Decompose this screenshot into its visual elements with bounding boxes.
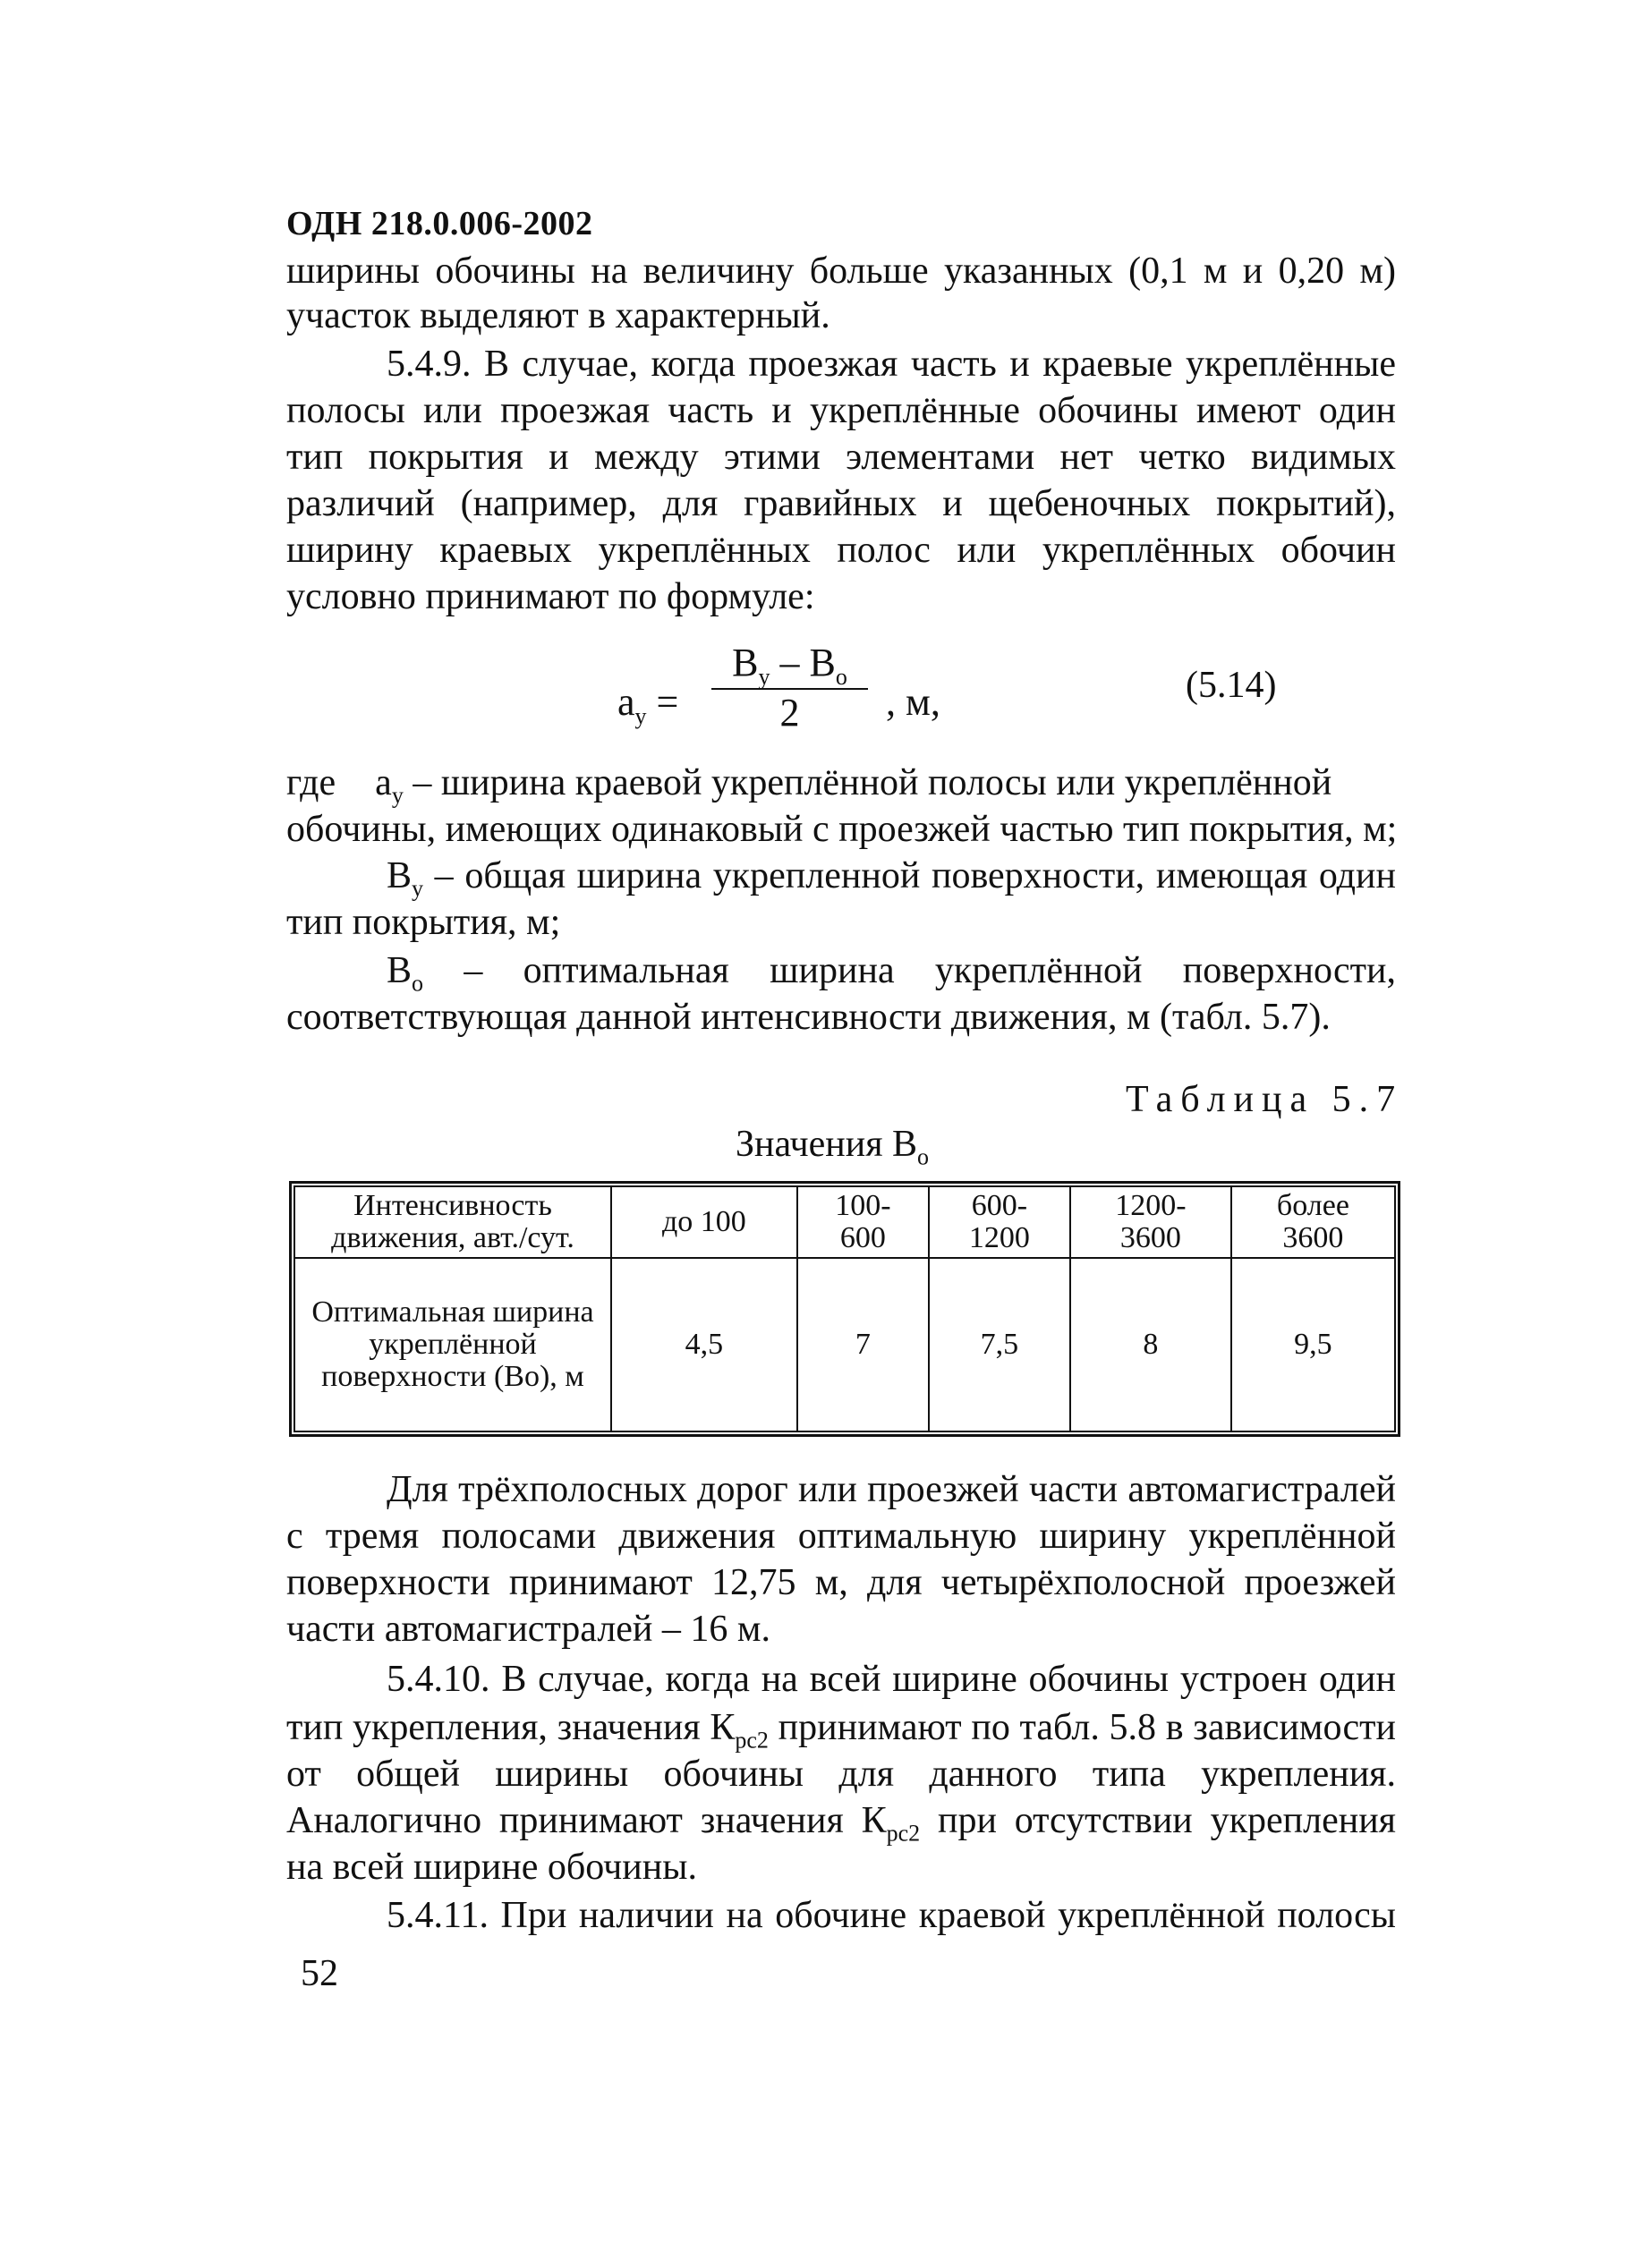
para-after-table-line-2: с тремя полосами движения оптимальную ширину укреплённой bbox=[286, 1516, 1396, 1557]
intro-line-1: ширины обочины на величину больше указанных (0,1 м и 0,20 м) bbox=[286, 251, 1396, 292]
para-549-line-2: полосы или проезжая часть и укреплённые обочины имеют один bbox=[286, 390, 1396, 431]
document-code-header: ОДН 218.0.006-2002 bbox=[286, 205, 593, 242]
formula-numerator: $В_у - В_о$ bbox=[732, 641, 847, 690]
table-header-cell: 100- 600 bbox=[797, 1186, 929, 1258]
para-549-line-6: условно принимают по формуле: bbox=[286, 576, 815, 617]
table-header-row bbox=[294, 1186, 1395, 1258]
para-549-line-3: тип покрытия и между этими элементами нет четко видимых bbox=[286, 437, 1396, 478]
definition-bo-line-2: соответствующая данной интенсивности движения, м (табл. 5.7). bbox=[286, 997, 1331, 1038]
definition-by-line-1: $В_у$ – общая ширина укрепленной поверхности, имеющая один bbox=[387, 855, 1396, 902]
table-cell: 7 bbox=[797, 1258, 929, 1431]
para-5411-line-1: 5.4.11. При наличии на обочине краевой укреплённой полосы bbox=[387, 1895, 1396, 1936]
para-5410-line-3: от общей ширины обочины для данного типа укрепления. bbox=[286, 1754, 1396, 1795]
para-5410-line-1: 5.4.10. В случае, когда на всей ширине обочины устроен один bbox=[387, 1659, 1396, 1700]
table-label: Таблица 5.7 bbox=[1126, 1079, 1404, 1120]
equation-number: (5.14) bbox=[1186, 665, 1277, 706]
table-header-cell: до 100 bbox=[611, 1186, 797, 1258]
definition-a-line-1: где $а_у$ – ширина краевой укреплённой полосы или укреплённой bbox=[286, 762, 1332, 809]
formula-lhs: $а_у$ = bbox=[617, 680, 679, 729]
table-header-cell: 1200- 3600 bbox=[1070, 1186, 1231, 1258]
para-after-table-line-3: поверхности принимают 12,75 м, для четырёхполосной проезжей bbox=[286, 1562, 1396, 1603]
para-549-line-1: 5.4.9. В случае, когда проезжая часть и краевые укреплённые bbox=[387, 344, 1396, 385]
table-cell: 9,5 bbox=[1231, 1258, 1395, 1431]
table-caption: Значения $В_о$ bbox=[736, 1124, 930, 1170]
formula-denominator: 2 bbox=[779, 691, 800, 735]
para-549-line-4: различий (например, для гравийных и щебеночных покрытий), bbox=[286, 483, 1396, 524]
table-header-cell: более 3600 bbox=[1231, 1186, 1395, 1258]
definition-a-line-2: обочины, имеющих одинаковый с проезжей частью тип покрытия, м; bbox=[286, 809, 1398, 850]
table-cell: 7,5 bbox=[929, 1258, 1070, 1431]
table-header-cell: 600- 1200 bbox=[929, 1186, 1070, 1258]
definition-bo-line-1: $В_о$ – оптимальная ширина укреплённой поверхности, bbox=[387, 950, 1396, 997]
table-cell: 8 bbox=[1070, 1258, 1231, 1431]
para-5410-line-2: тип укрепления, значения $К_{рс2}$ принимают по табл. 5.8 в зависимости bbox=[286, 1707, 1397, 1754]
table-header-cell: Интенсивность движения, авт./сут. bbox=[294, 1186, 611, 1258]
definition-by-line-2: тип покрытия, м; bbox=[286, 902, 561, 943]
table-row bbox=[294, 1258, 1395, 1431]
formula-unit: , м, bbox=[886, 680, 940, 724]
para-after-table-line-4: части автомагистралей – 16 м. bbox=[286, 1609, 770, 1650]
para-549-line-5: ширину краевых укреплённых полос или укреплённых обочин bbox=[286, 530, 1396, 571]
para-after-table-line-1: Для трёхполосных дорог или проезжей части автомагистралей bbox=[387, 1469, 1396, 1510]
para-5410-line-4: Аналогично принимают значения $К_{рс2}$ при отсутствии укрепления bbox=[286, 1800, 1396, 1847]
intro-line-2: участок выделяют в характерный. bbox=[286, 295, 830, 336]
values-table bbox=[294, 1185, 1396, 1432]
page-number: 52 bbox=[301, 1953, 338, 1994]
para-5410-line-5: на всей ширине обочины. bbox=[286, 1847, 697, 1888]
table-cell: 4,5 bbox=[611, 1258, 797, 1431]
formula-5-14 bbox=[617, 640, 975, 756]
table-row-label: Оптимальная ширина укреплённой поверхности (Во), м bbox=[294, 1258, 611, 1431]
formula-fraction bbox=[711, 640, 868, 736]
